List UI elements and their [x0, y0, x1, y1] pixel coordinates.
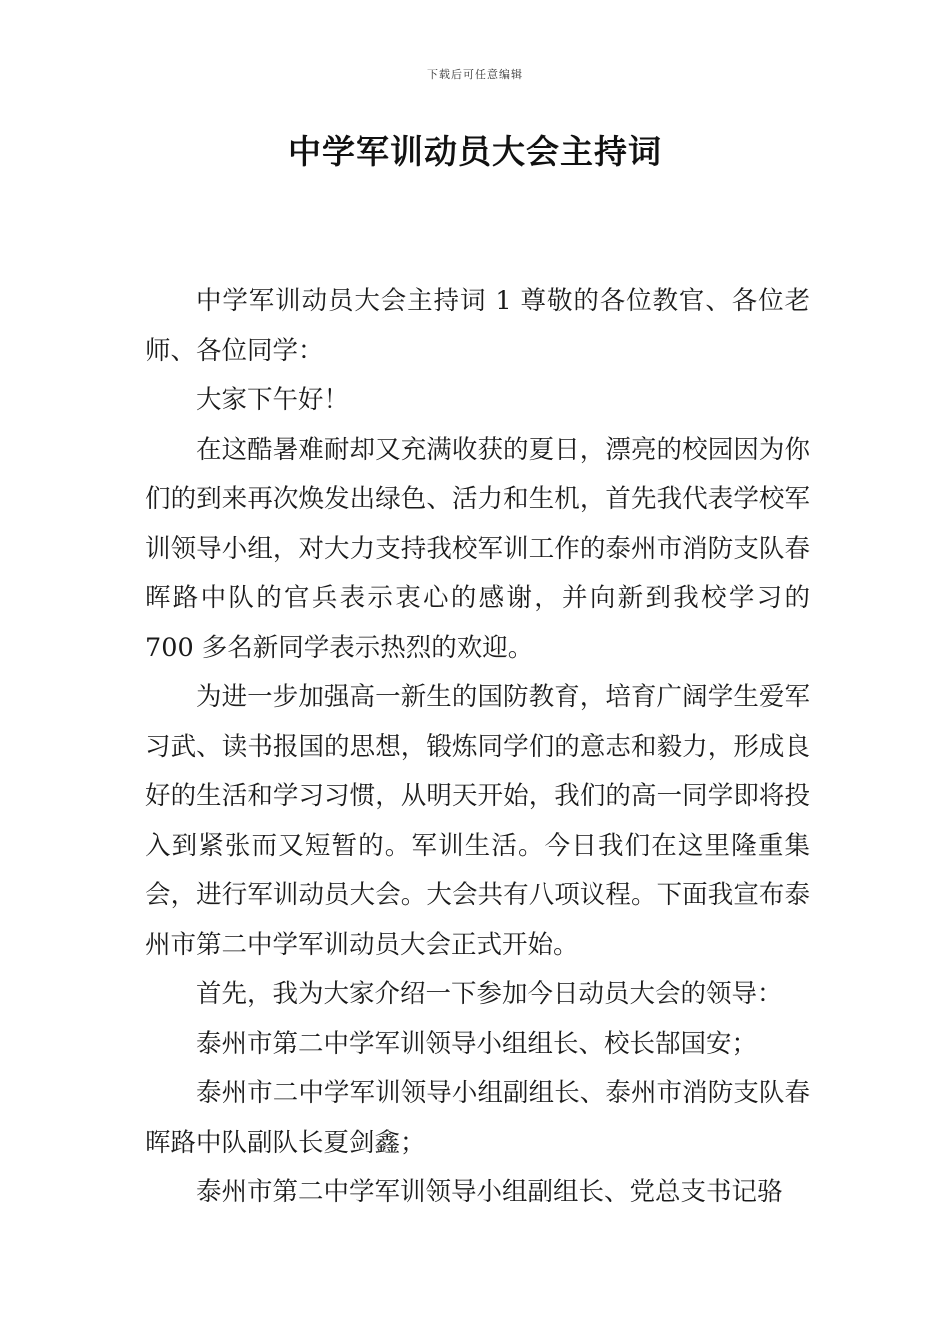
paragraph: 中学军训动员大会主持词 1 尊敬的各位教官、各位老师、各位同学：: [145, 286, 810, 366]
paragraph: 为进一步加强高一新生的国防教育，培育广阔学生爱军习武、读书报国的思想，锻炼同学们的意志和毅力，形成良好的生活和学习习惯，从明天开始，我们的高一同学即将投入到紧张而又短暂的。军训生活。今日我们在这里隆重集会，进行军训动员大会。大会共有八项议程。下面我宣布泰州市第二中学军训动员大会正式开始。: [145, 682, 810, 960]
header-note: 下载后可任意编辑: [427, 68, 523, 81]
document-body: [145, 277, 810, 1218]
paragraph: 大家下午好！: [196, 385, 350, 415]
paragraph: 泰州市第二中学军训领导小组副组长、党总支书记骆: [196, 1177, 783, 1207]
paragraph: 首先，我为大家介绍一下参加今日动员大会的领导：: [196, 979, 783, 1009]
paragraph: 泰州市二中学军训领导小组副组长、泰州市消防支队春晖路中队副队长夏剑鑫；: [145, 1078, 810, 1158]
paragraph: 泰州市第二中学军训领导小组组长、校长郜国安；: [196, 1028, 758, 1059]
document-title: 中学军训动员大会主持词: [288, 132, 662, 171]
paragraph: 在这酷暑难耐却又充满收获的夏日，漂亮的校园因为你们的到来再次焕发出绿色、活力和生机，首先我代表学校军训领导小组，对大力支持我校军训工作的泰州市消防支队春晖路中队的官兵表示衷心的感谢，并向新到我校学习的 700 多名新同学表示热烈的欢迎。: [145, 434, 810, 663]
